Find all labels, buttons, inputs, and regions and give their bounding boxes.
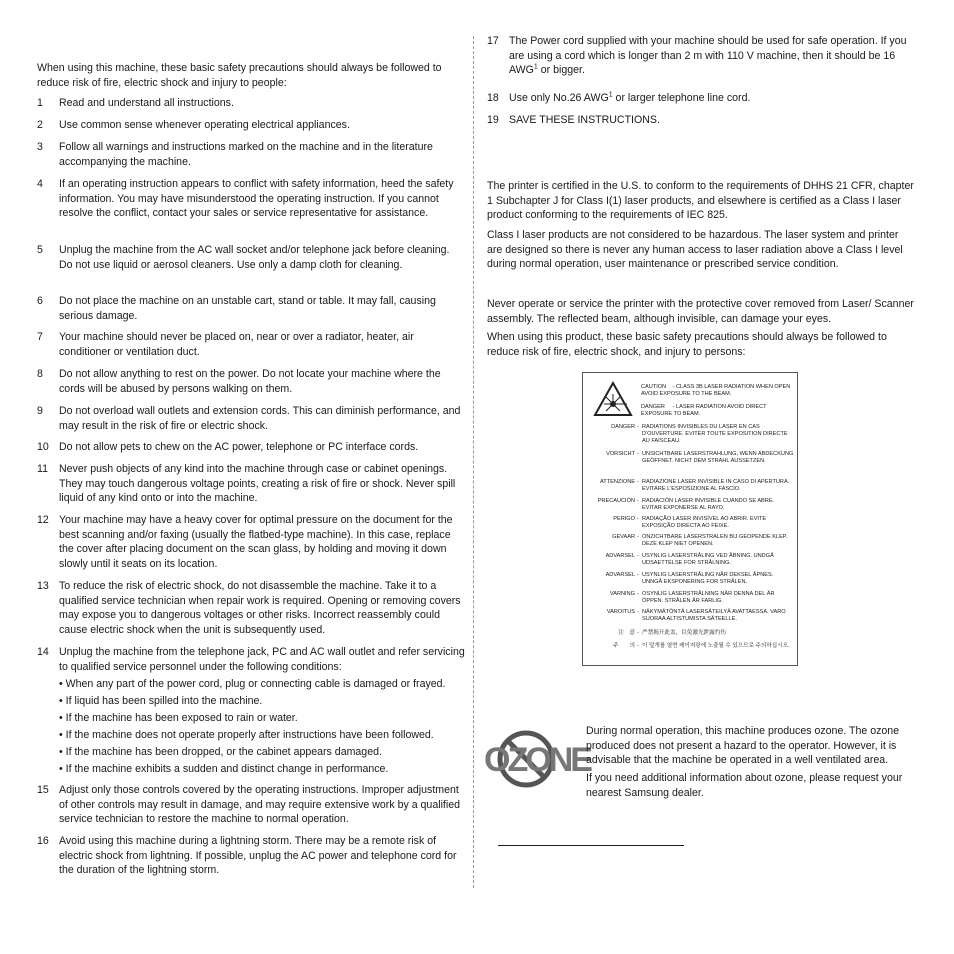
list-item: 17 The Power cord supplied with your machine should be used for safe operation. If you are using a cord which is longer than 2 m with 110 V machine, then it should be 16 AWG$^1$ or bigger. [487, 35, 907, 77]
condition-bullet: • If the machine has been dropped, or the cabinet appears damaged. [59, 746, 382, 758]
list-item: 8 Do not allow anything to rest on the power. Do not locate your machine where the cords will be abused by persons walking on them. [37, 368, 441, 395]
list-item: 12 Your machine may have a heavy cover for optimal pressure on the document for the best scanning and/or faxing (usually the flatbed-type machine). In this case, replace the cover after placing document on the scan glass, by holding and moving it down slowly until it seats on its location. [37, 514, 453, 570]
list-item: 6 Do not place the machine on an unstable cart, stand or table. It may fall, causing serious damage. [37, 295, 436, 322]
ozone-paragraph: If you need additional information about ozone, please request your nearest Samsung dealer. [586, 772, 903, 799]
list-item: 18 Use only No.26 AWG$^1$ or larger telephone line cord. [487, 91, 751, 104]
condition-bullet: • When any part of the power cord, plug or connecting cable is damaged or frayed. [59, 678, 446, 690]
list-item: 10 Do not allow pets to chew on the AC power, telephone or PC interface cords. [37, 441, 419, 453]
list-item: 4 If an operating instruction appears to conflict with safety information, heed the safety information. You may have misunderstood the operating instruction. If you cannot resolve the conflict, contact your sales or service representative for assistance. [37, 178, 454, 220]
laser-paragraph: Class I laser products are not considered to be hazardous. The laser system and printer are designed so there is never any human access to laser radiation above a Class I level during normal operation, user maintenance or prescribed service condition. [487, 229, 903, 271]
laser-paragraph: Never operate or service the printer with the protective cover removed from Laser/ Scanner assembly. The reflected beam, although invisible, can damage your eyes. [487, 298, 914, 325]
label-caution: CAUTION - CLASS 3B LASER RADIATION WHEN OPEN AVOID EXPOSURE TO THE BEAM. [641, 384, 791, 397]
list-item: 11 Never push objects of any kind into the machine through case or cabinet openings. They may touch dangerous voltage points, creating a risk of fire or shock. Never spill liquid of any kind onto or into the machine. [37, 463, 456, 505]
condition-bullet: • If the machine exhibits a sudden and distinct change in performance. [59, 763, 389, 775]
safety-intro: When using this machine, these basic safety precautions should always be followed to reduce risk of fire, electric shock and injury to people: [37, 62, 442, 89]
ozone-logo [484, 728, 590, 790]
list-item: 5 Unplug the machine from the AC wall socket and/or telephone jack before cleaning. Do not use liquid or aerosol cleaners. Use only a damp cloth for cleaning. [37, 244, 450, 271]
list-item: 9 Do not overload wall outlets and extension cords. This can diminish performance, and may result in the risk of fire or electric shock. [37, 405, 461, 432]
ozone-paragraph: During normal operation, this machine produces ozone. The ozone produced does not present a hazard to the operator. However, it is advisable that the machine be operated in a well ventilated area. [586, 725, 900, 767]
list-item: 14 Unplug the machine from the telephone jack, PC and AC wall outlet and refer servicing to qualified service personnel under the following conditions: [37, 646, 465, 673]
label-danger: DANGER - LASER RADIATION AVOID DIRECT EXPOSURE TO BEAM. [641, 404, 767, 417]
column-divider [473, 36, 474, 888]
laser-paragraph: When using this product, these basic safety precautions should always be followed to reduce risk of fire, electric shock, and injury to persons: [487, 331, 887, 358]
condition-bullet: • If the machine does not operate properly after instructions have been followed. [59, 729, 434, 741]
list-item: 13 To reduce the risk of electric shock, do not disassemble the machine. Take it to a qualified service technician when repair work is required. Opening or removing covers may expose you to dangerous voltages or other risks. Incorrect reassembly could cause electric shock when the unit is subsequently used. [37, 580, 461, 636]
condition-bullet: • If the machine has been exposed to rain or water. [59, 712, 298, 724]
list-item: 7 Your machine should never be placed on, near or over a radiator, heater, air conditioner or ventilation duct. [37, 331, 414, 358]
laser-hazard-icon [593, 381, 633, 417]
condition-bullet: • If liquid has been spilled into the machine. [59, 695, 263, 707]
list-item: 16 Avoid using this machine during a lightning storm. There may be a remote risk of electric shock from lightning. If possible, unplug the AC power and telephone cord for the duration of the lightning storm. [37, 835, 457, 877]
list-item: 2 Use common sense whenever operating electrical appliances. [37, 119, 350, 131]
list-item: 15 Adjust only those controls covered by the operating instructions. Improper adjustment of other controls may result in damage, and may require extensive work by a qualified service technician to restore the machine to normal operation. [37, 784, 461, 826]
list-item: 1 Read and understand all instructions. [37, 97, 234, 109]
list-item: 3 Follow all warnings and instructions marked on the machine and in the literature accompanying the machine. [37, 141, 433, 168]
ozone-logo-text: OZONE [484, 741, 590, 779]
footnote-rule [498, 845, 684, 846]
list-item: 19 SAVE THESE INSTRUCTIONS. [487, 114, 660, 126]
laser-paragraph: The printer is certified in the U.S. to conform to the requirements of DHHS 21 CFR, chapter 1 Subchapter J for Class I(1) laser products, and elsewhere is certified as a Class I laser product conforming to the requirements of IEC 825. [487, 180, 914, 222]
laser-warning-label: CAUTION - CLASS 3B LASER RADIATION WHEN OPEN AVOID EXPOSURE TO THE BEAM. DANGER - LASER RADIATION AVOID DIRECT EXPOSURE TO BEAM. DANGER - RADIATIONS INVISIBLES DU LASER EN CAS D'OUVERTURE. EVITER TOUTE EXPOSITION DIRECTE AU FAISCEAU. VORSICHT - UNSICHTBARE LASERSTRAHLUNG, WENN ABDECKUNG GEÖFFNET. NICHT DEM STRAHL AUSSETZEN. ATTENZIONE - RADIAZIONE LASER INVISIBLE IN CASO DI APERTURA. EVITARE L'ESPOSIZIONE AL FASCIO. PRECAUCIÓN - RADIACIÓN LASER INVISIBLE CUANDO SE ABRE. EVITAR EXPONERSE AL RAYO. PERIGO - RADIAÇÃO LASER INVISÍVEL AO ABRIR. EVITE EXPOSIÇÃO DIRECTA AO FEIXE. GEVAAR - ONZICHTBARE LASERSTRALEN BIJ GEOPENDE KLEP. DEZE KLEP NIET OPENEN. ADVARSEL - USYNLIG LASERSTRÅLING VED ÅBNING. UNDGÅ UDSAETTELSE FOR STRÅLNING. ADVARSEL - USYNLIG LASERSTRÅLING NÅR DEKSEL ÅPNES. UNNGÅ EKSPONERING FOR STRÅLEN. VARNING - OSYNLIG LASERSTRÅLNING NÄR DENNA DEL ÄR ÖPPEN. STRÅLEN ÄR FARLIG. VAROITUS - NÄKYMÄTÖNTÄ LASERSÄTEILYÄ AVATTAESSA. VARO SUORAA ALTISTUMISTA SÄTEELLE. 注 意 - 严禁揭开此盖，以免激光泄露灼伤 주 의 - 이 덮개를 열면 레이저광에 노출될 수 있으므로 주의하십시오. [582, 372, 798, 666]
